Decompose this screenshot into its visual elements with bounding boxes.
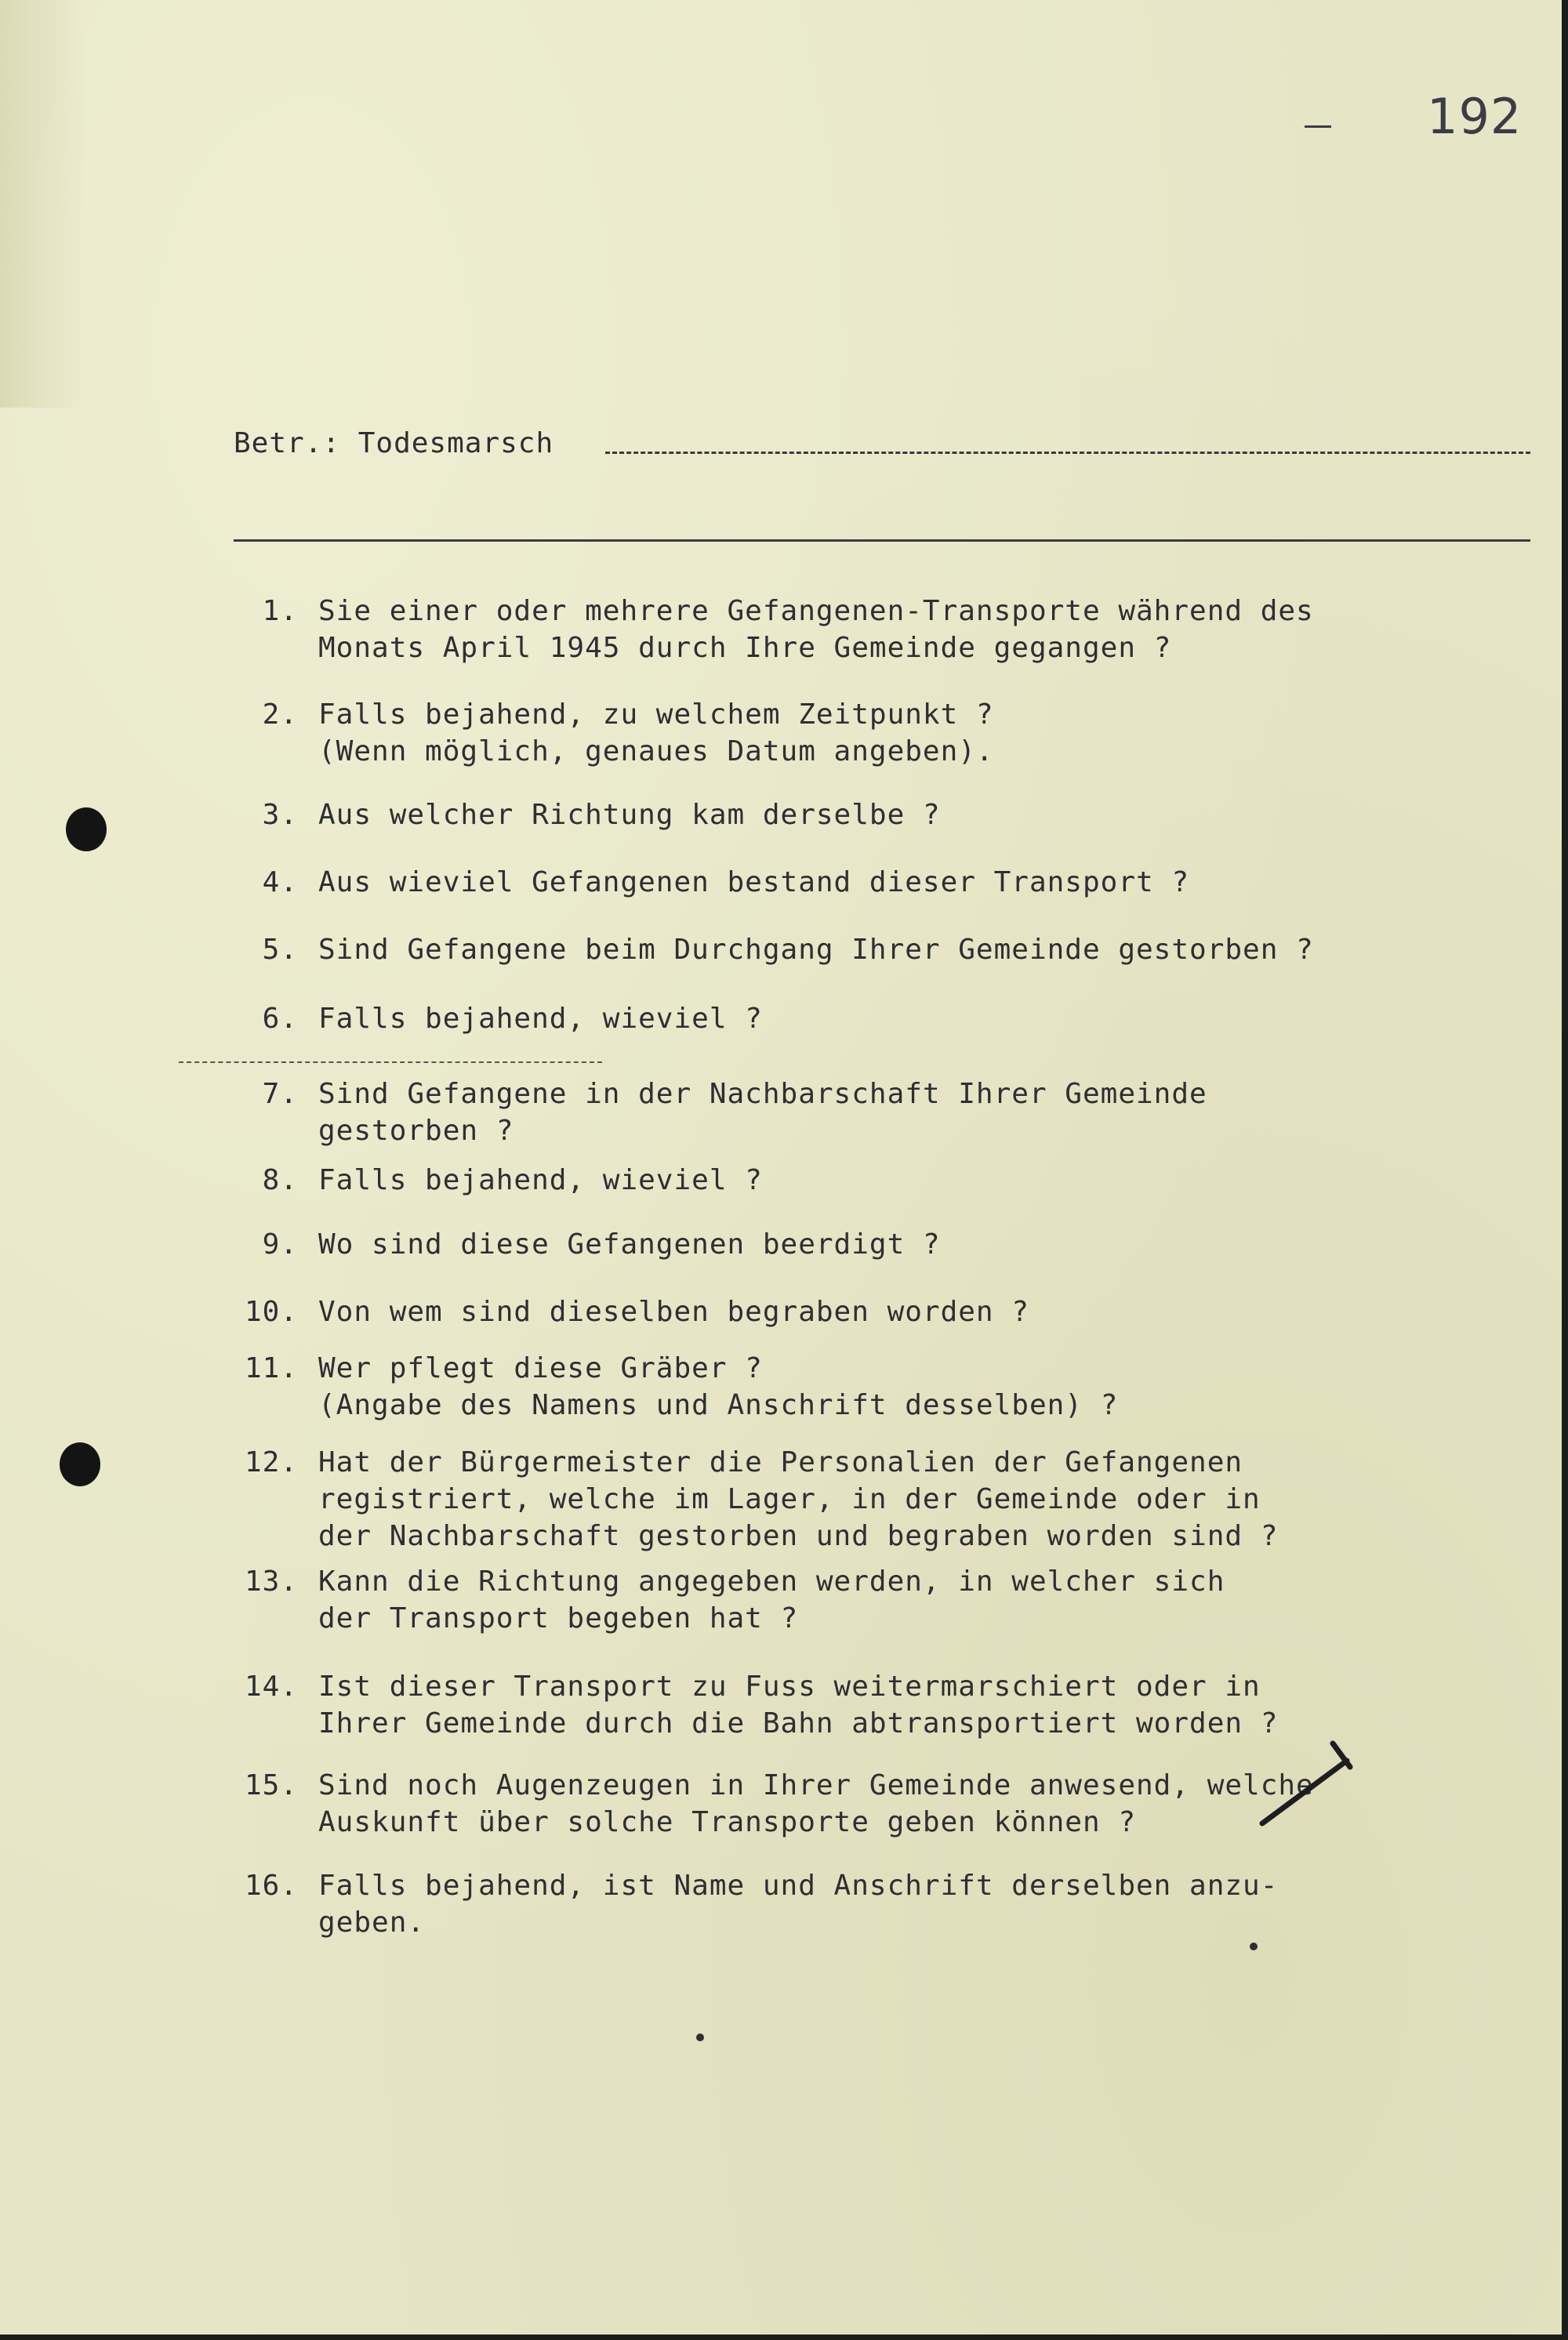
question-text: Sind noch Augenzeugen in Ihrer Gemeinde anwesend, welche Auskunft über solche Transporte geben können ? — [318, 1769, 1314, 1838]
question-text: Wer pflegt diese Gräber ? (Angabe des Namens und Anschrift desselben) ? — [318, 1352, 1119, 1421]
question-text: Kann die Richtung angegeben werden, in welcher sich der Transport begeben hat ? — [318, 1565, 1225, 1634]
question-text: Sie einer oder mehrere Gefangenen-Transporte während des Monats April 1945 durch Ihre Gemeinde gegangen ? — [318, 595, 1314, 664]
folio-number: 192 — [1427, 88, 1523, 145]
subject-title: Todesmarsch — [358, 427, 554, 459]
ink-dot — [1250, 1943, 1258, 1950]
question-number: 11. — [244, 1352, 298, 1384]
subject-line — [234, 425, 554, 462]
question-number: 8. — [262, 1164, 298, 1196]
question-number: 12. — [244, 1446, 298, 1478]
punch-hole-bottom — [60, 1442, 100, 1486]
question-number: 15. — [244, 1769, 298, 1801]
question-text: Ist dieser Transport zu Fuss weitermarschiert oder in Ihrer Gemeinde durch die Bahn abtransportiert worden ? — [318, 1671, 1279, 1740]
subject-underline — [605, 450, 1530, 454]
question-16 — [227, 1867, 1497, 2015]
pen-stroke-mark — [1254, 1739, 1372, 1833]
ink-dot — [696, 2033, 704, 2041]
folio-dash — [1305, 125, 1331, 128]
punch-hole-top — [66, 807, 107, 851]
question-text: Hat der Bürgermeister die Personalien der Gefangenen registriert, welche im Lager, in der Gemeinde oder in der Nachbarschaft gestorben und begraben worden sind ? — [318, 1446, 1279, 1552]
question-number: 1. — [262, 595, 298, 627]
header-rule — [234, 539, 1530, 542]
question-number: 13. — [244, 1565, 298, 1598]
subject-prefix: Betr.: — [234, 427, 358, 459]
question-number: 7. — [262, 1078, 298, 1110]
question-text: Falls bejahend, ist Name und Anschrift derselben anzu- geben. — [318, 1870, 1279, 1939]
question-number: 10. — [244, 1296, 298, 1328]
paper-edge-shading — [0, 0, 86, 408]
question-text: Aus welcher Richtung kam derselbe ? — [318, 799, 941, 831]
question-number: 2. — [262, 698, 298, 731]
question-text: Sind Gefangene beim Durchgang Ihrer Gemeinde gestorben ? — [318, 934, 1314, 966]
question-text: Falls bejahend, zu welchem Zeitpunkt ? (Wenn möglich, genaues Datum angeben). — [318, 698, 994, 767]
question-text: Sind Gefangene in der Nachbarschaft Ihrer Gemeinde gestorben ? — [318, 1078, 1207, 1147]
question-text: Aus wieviel Gefangenen bestand dieser Transport ? — [318, 866, 1190, 898]
question-number: 16. — [244, 1870, 298, 1902]
question-number: 3. — [262, 799, 298, 831]
question-text: Von wem sind dieselben begraben worden ? — [318, 1296, 1029, 1328]
question-number: 14. — [244, 1671, 298, 1703]
question-text: Wo sind diese Gefangenen beerdigt ? — [318, 1228, 941, 1261]
question-number: 5. — [262, 934, 298, 966]
question-number: 4. — [262, 866, 298, 898]
question-text: Falls bejahend, wieviel ? — [318, 1164, 763, 1196]
dotted-separator — [179, 1061, 602, 1063]
question-number: 6. — [262, 1003, 298, 1035]
question-number: 9. — [262, 1228, 298, 1261]
question-text: Falls bejahend, wieviel ? — [318, 1003, 763, 1035]
